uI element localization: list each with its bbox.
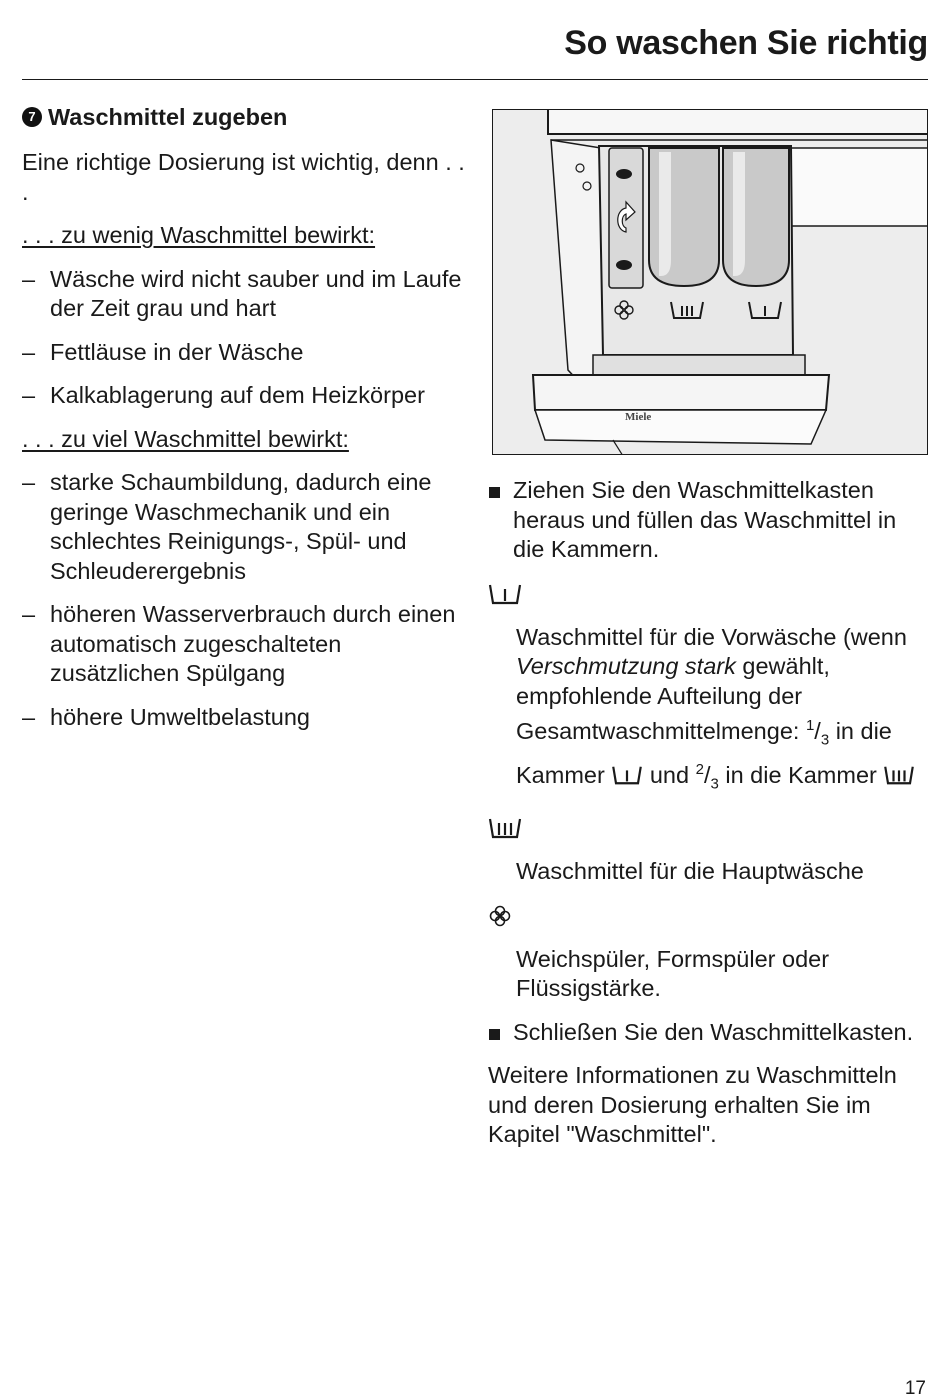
prewash-description: Waschmittel für die Vorwäsche (wenn Verschmutzung stark gewählt, empfohlende Aufteilung der Gesamtwaschmittelmenge: $^1/_3$ in die Kammer und $^2/_3$ in die Kammer [488,623,928,800]
softener-description: Weichspüler, Formspüler oder Flüssigstärke. [516,945,830,1002]
detergent-drawer-illustration [492,109,928,455]
softener-icon [488,904,512,928]
brand-label: Miele [625,411,652,423]
mainwash-description: Waschmittel für die Hauptwäsche [516,858,864,885]
header-rule [22,79,928,80]
list-item: – Wäsche wird nicht sauber und im Laufe der Zeit grau und hart [22,265,467,324]
drawer-drawing [493,110,928,455]
intro-text: Eine richtige Dosierung ist wichtig, denn . . . [22,149,465,205]
insert-dot-icon [616,260,632,270]
step-title: Waschmittel zugeben [48,104,288,130]
step-heading [22,102,467,132]
list-item: – höheren Wasserverbrauch durch einen automatisch zugeschalteten zusätzlichen Spülgang [22,600,467,689]
mainwash-symbol-row [488,813,928,843]
too-little-heading: . . . zu wenig Waschmittel bewirkt: [22,222,376,248]
list-item: – Kalkablagerung auf dem Heizkörper [22,381,467,411]
list-item: – starke Schaumbildung, dadurch eine geringe Waschmechanik und ein schlechtes Reinigungs-, Spül- und Schleuderergebnis [22,468,467,586]
page-number: 17 [904,1378,926,1399]
list-item: – Fettläuse in der Wäsche [22,338,467,368]
too-much-heading: . . . zu viel Waschmittel bewirkt: [22,425,349,452]
list-item: – höhere Umweltbelastung [22,703,467,733]
right-column [488,470,928,1150]
insert-dot-icon [616,169,632,179]
prewash-symbol-row [488,579,928,609]
main-wash-icon [488,816,522,840]
instruction-close: Schließen Sie den Waschmittelkasten. [488,1018,928,1048]
further-info: Weitere Informationen zu Waschmitteln und deren Dosierung erhalten Sie im Kapitel "Waschmittel". [488,1062,897,1148]
main-wash-icon [883,764,915,786]
prewash-icon [611,764,643,786]
instruction-pull-out: Ziehen Sie den Waschmittelkasten heraus und füllen das Waschmittel in die Kammern. [488,476,928,565]
left-column [22,102,467,732]
prewash-icon [488,582,522,606]
step-number-badge: 7 [22,107,42,127]
softener-symbol-row [488,901,928,931]
page-title: So waschen Sie richtig [564,24,928,62]
